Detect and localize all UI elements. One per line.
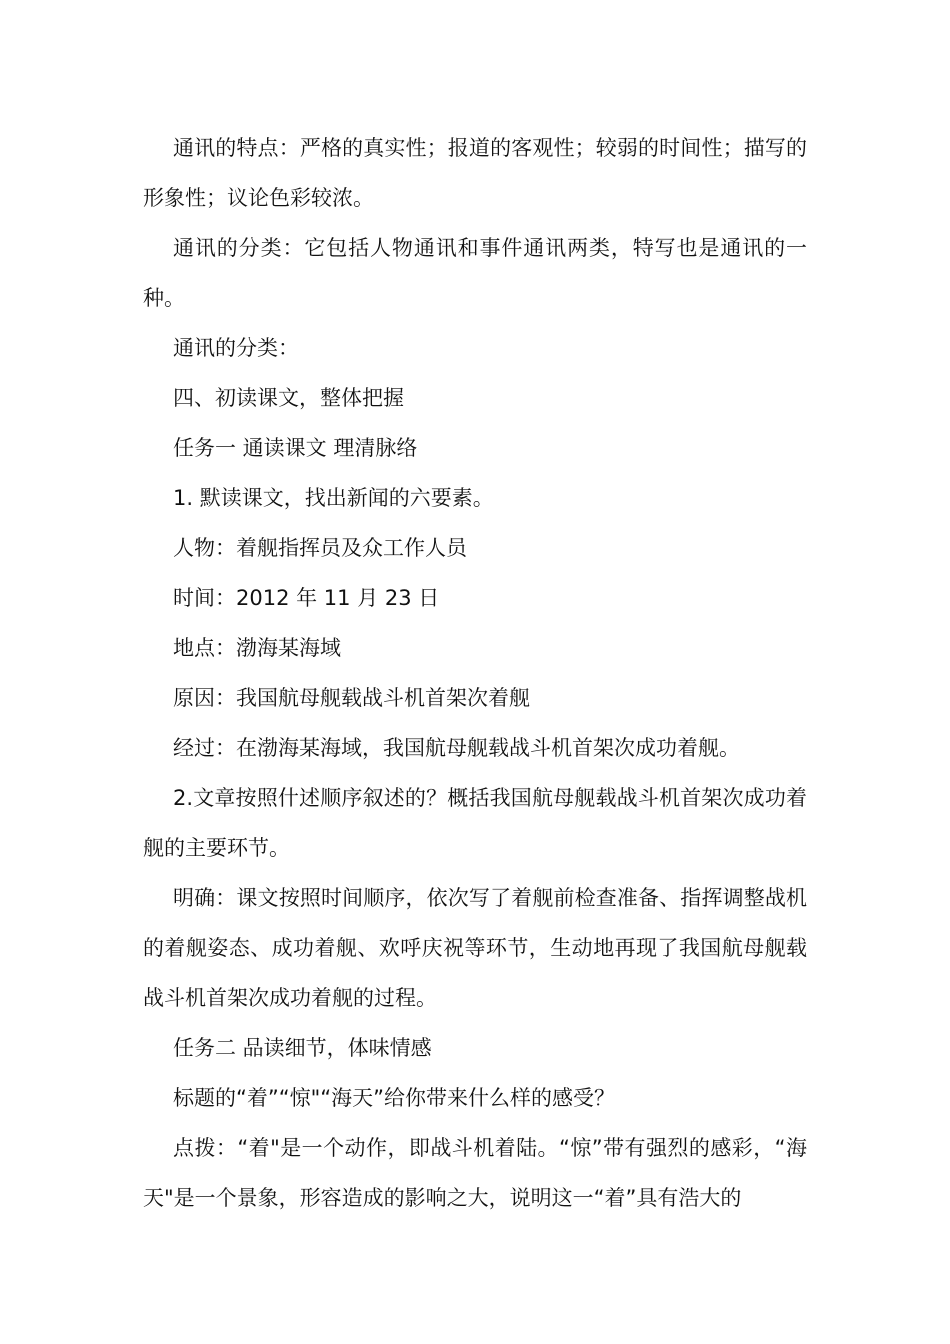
element-place: 地点：渤海某海域 (173, 636, 341, 660)
paragraph-classification-heading: 通讯的分类： (173, 336, 299, 360)
section-heading-first-reading: 四、初读课文，整体把握 (173, 386, 404, 410)
answer-two: 明确：课文按照时间顺序，依次写了着舰前检查准备、指挥调整战机的着舰姿态、成功着舰、欢呼庆祝等环节，生动地再现了我国航母舰载战斗机首架次成功着舰的过程。 (143, 886, 807, 1010)
hint-paragraph: 点拨：“着"是一个动作，即战斗机着陆。“惊”带有强烈的感彩，“海天"是一个景象，形容造成的影响之大，说明这一“着”具有浩大的 (143, 1136, 807, 1210)
question-one: 1. 默读课文，找出新闻的六要素。 (173, 486, 494, 510)
task-one-heading: 任务一 通读课文 理清脉络 (173, 436, 418, 460)
element-time: 时间：2012 年 11 月 23 日 (173, 586, 440, 610)
element-process: 经过：在渤海某海域，我国航母舰载战斗机首架次成功着舰。 (173, 736, 740, 760)
title-question: 标题的“着”“惊"“海天”给你带来什么样的感受？ (173, 1086, 616, 1110)
paragraph-features: 通讯的特点：严格的真实性；报道的客观性；较弱的时间性；描写的形象性；议论色彩较浓。 (143, 136, 807, 210)
question-two: 2.文章按照什述顺序叙述的？概括我国航母舰载战斗机首架次成功着舰的主要环节。 (143, 786, 807, 860)
task-two-heading: 任务二 品读细节，体味情感 (173, 1036, 432, 1060)
element-people: 人物：着舰指挥员及众工作人员 (173, 536, 467, 560)
document-body (143, 123, 807, 1223)
element-cause: 原因：我国航母舰载战斗机首架次着舰 (173, 686, 530, 710)
paragraph-classification: 通讯的分类：它包括人物通讯和事件通讯两类，特写也是通讯的一种。 (143, 236, 807, 310)
